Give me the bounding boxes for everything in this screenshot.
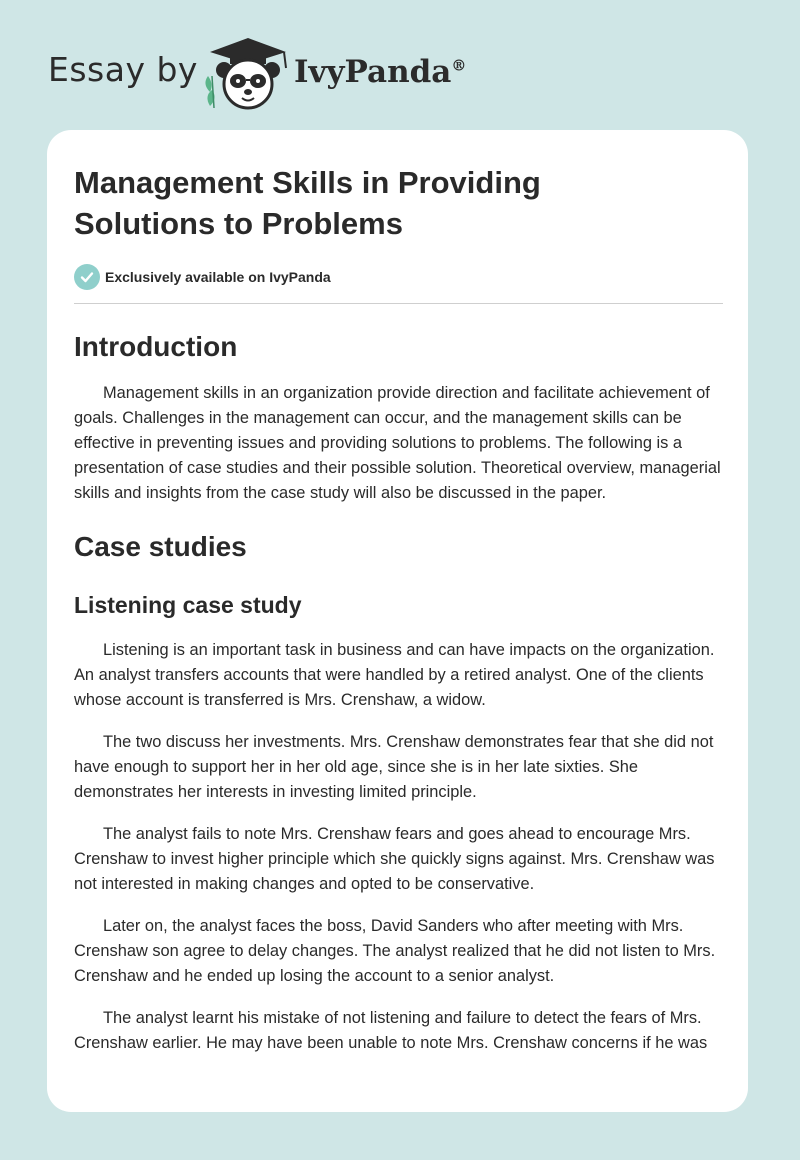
listening-paragraph: The two discuss her investments. Mrs. Crenshaw demonstrates fear that she did not have enough to support her in her old age, since she is in her late sixties. She demonstrates her interests in investing limited principle. xyxy=(74,733,714,801)
essay-content xyxy=(74,162,723,1056)
exclusive-badge xyxy=(74,263,723,291)
listening-paragraph: The analyst fails to note Mrs. Crenshaw fears and goes ahead to encourage Mrs. Crenshaw to invest higher principle which she quickly signs against. Mrs. Crenshaw was not interested in making changes and opted to be conservative. xyxy=(74,825,715,893)
introduction-paragraph: Management skills in an organization provide direction and facilitate achievement of goals. Challenges in the management can occur, and the management skills can be effective in preventing issues and providing solutions to problems. The following is a presentation of case studies and their possible solution. Theoretical overview, managerial skills and insights from the case study will also be discussed in the paper. xyxy=(74,384,721,502)
essay-card xyxy=(47,130,748,1112)
check-icon xyxy=(74,264,100,290)
listening-paragraph: Later on, the analyst faces the boss, David Sanders who after meeting with Mrs. Crenshaw son agree to delay changes. The analyst realized that he did not listen to Mrs. Crenshaw and he ended up losing the account to a senior analyst. xyxy=(74,917,716,985)
essay-by-label: Essay by xyxy=(48,50,198,89)
listening-paragraph: The analyst learnt his mistake of not listening and failure to detect the fears of Mrs. Crenshaw earlier. He may have been unable to note Mrs. Crenshaw concerns if he was xyxy=(74,1009,708,1052)
ivypanda-logo-icon[interactable] xyxy=(200,34,296,110)
registered-mark: ® xyxy=(451,56,467,75)
subsection-heading-listening: Listening case study xyxy=(74,592,302,618)
divider xyxy=(74,303,723,304)
page-title: Management Skills in Providing Solutions to Problems xyxy=(74,165,541,241)
site-header xyxy=(48,34,568,114)
section-heading-introduction: Introduction xyxy=(74,331,238,362)
section-heading-case-studies: Case studies xyxy=(74,531,247,562)
brand-name[interactable]: IvyPanda® xyxy=(294,54,467,90)
listening-paragraph: Listening is an important task in business and can have impacts on the organization. An analyst transfers accounts that were handled by a retired analyst. One of the clients whose account is transferred is Mrs. Crenshaw, a widow. xyxy=(74,641,715,709)
exclusive-badge-label: Exclusively available on IvyPanda xyxy=(105,269,331,285)
